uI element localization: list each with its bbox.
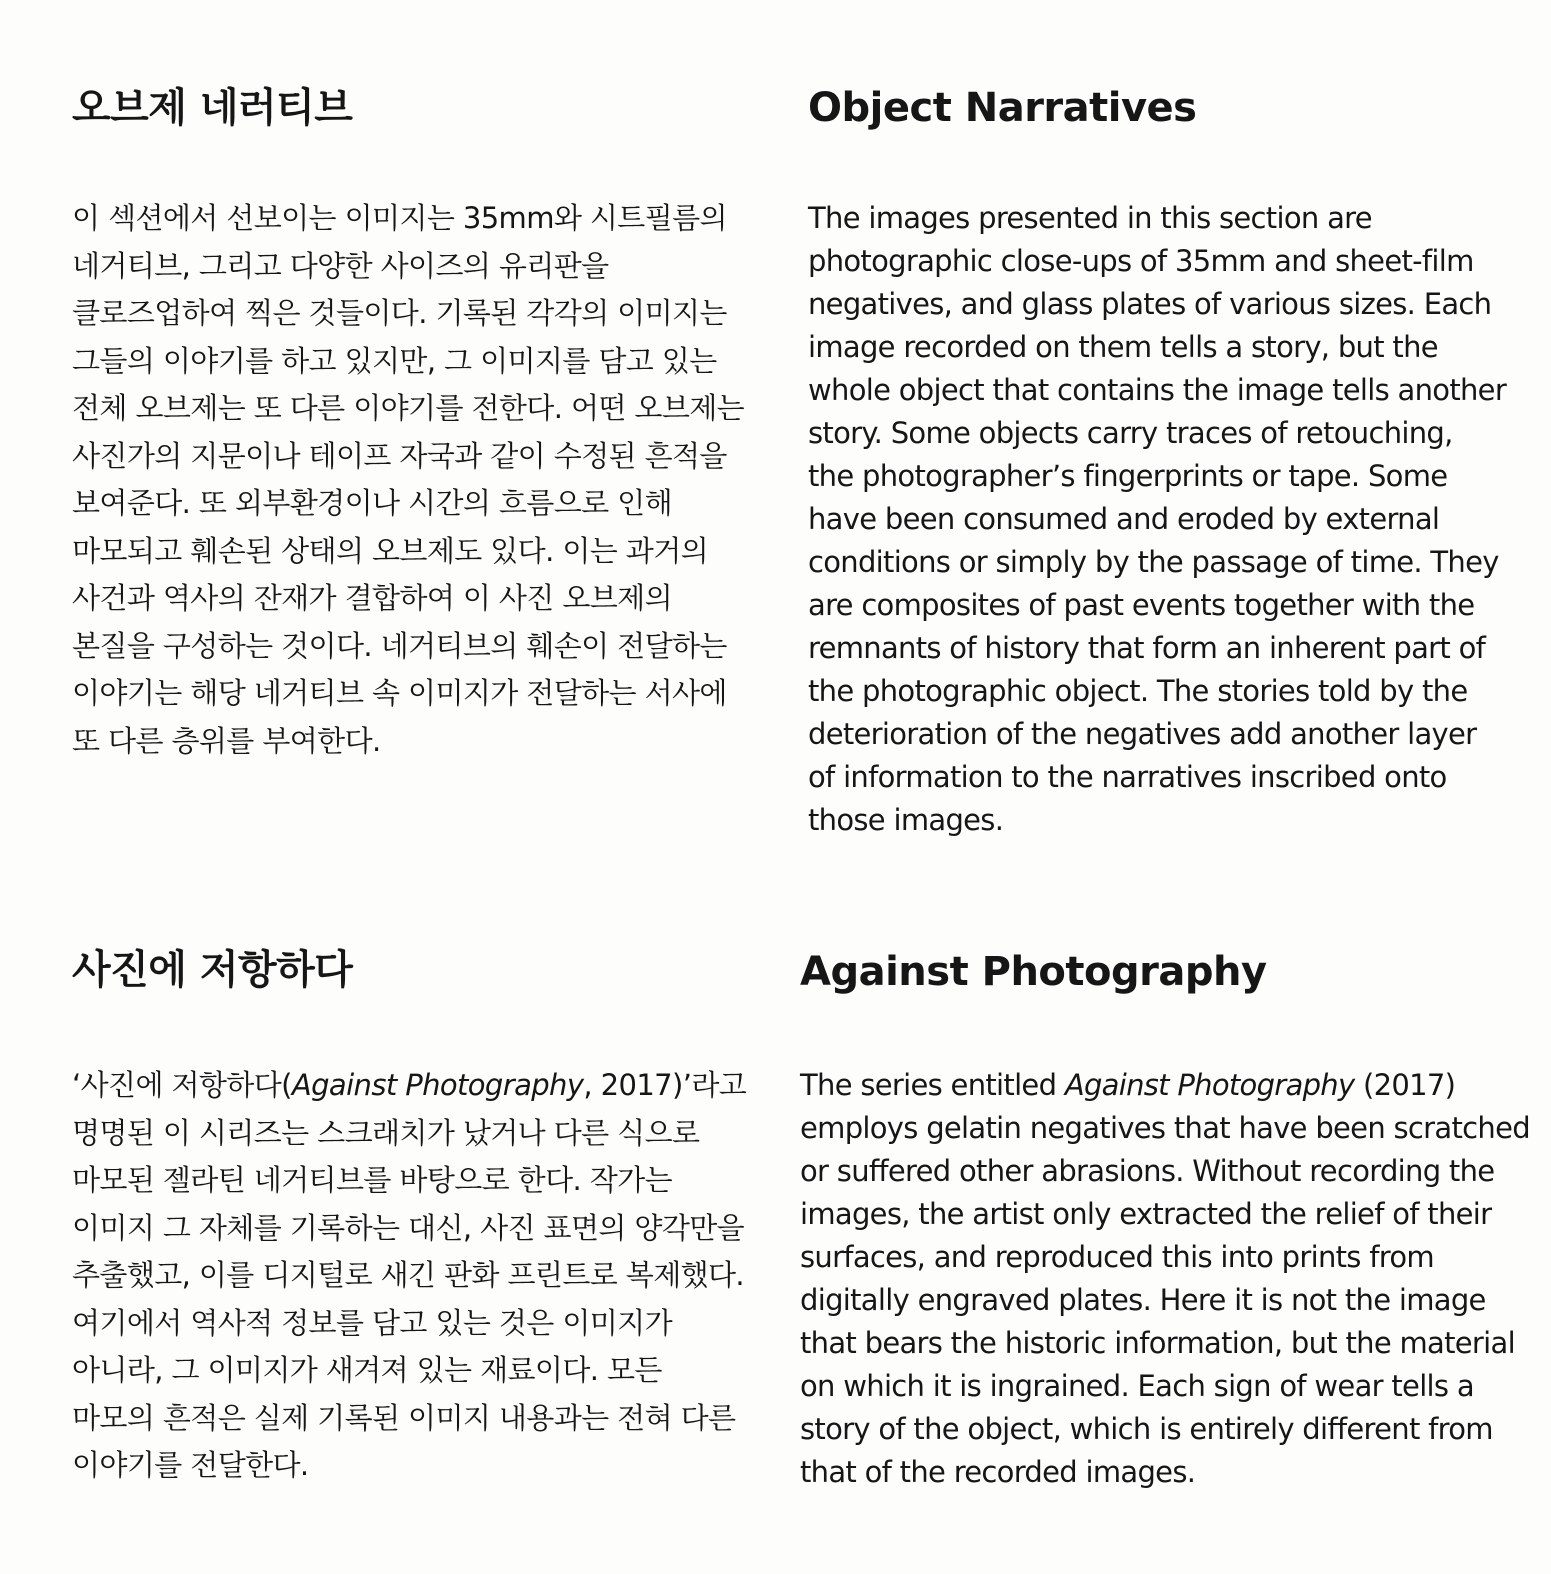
text-line: 이야기는 해당 네거티브 속 이미지가 전달하는 서사에 bbox=[72, 676, 727, 710]
section-title: Against Photography bbox=[800, 949, 1267, 995]
text-line: 명명된 이 시리즈는 스크래치가 났거나 다른 식으로 bbox=[72, 1115, 700, 1150]
text-line: 마모되고 훼손된 상태의 오브제도 있다. 이는 과거의 bbox=[72, 533, 709, 568]
section-against-photography-ko bbox=[72, 946, 746, 1490]
text-line: 사건과 역사의 잔재가 결합하여 이 사진 오브제의 bbox=[72, 581, 672, 615]
text-line: 이야기를 전달한다. bbox=[72, 1448, 309, 1482]
text-line: surfaces, and reproduced this into prints from bbox=[800, 1240, 1434, 1274]
text-line: remnants of history that form an inherent part of bbox=[808, 631, 1486, 665]
text-line: employs gelatin negatives that have been scratched bbox=[800, 1111, 1530, 1145]
text-line: negatives, and glass plates of various sizes. Each bbox=[808, 287, 1492, 321]
text-line: that of the recorded images. bbox=[800, 1455, 1196, 1489]
text-line: that bears the historic information, but the material bbox=[800, 1326, 1515, 1360]
text-line: 본질을 구성하는 것이다. 네거티브의 훼손이 전달하는 bbox=[72, 628, 727, 663]
text-line: 이미지 그 자체를 기록하는 대신, 사진 표면의 양각만을 bbox=[72, 1210, 745, 1245]
text-line: 추출했고, 이를 디지털로 새긴 판화 프린트로 복제했다. bbox=[72, 1258, 745, 1292]
text-segment: The series entitled bbox=[800, 1068, 1065, 1102]
section-title: 사진에 저항하다 bbox=[72, 947, 353, 993]
text-line: 여기에서 역사적 정보를 담고 있는 것은 이미지가 bbox=[72, 1305, 672, 1340]
text-line: are composites of past events together with the bbox=[808, 588, 1475, 622]
text-line: 마모된 젤라틴 네거티브를 바탕으로 한다. 작가는 bbox=[72, 1163, 672, 1197]
text-line: The images presented in this section are bbox=[808, 201, 1372, 235]
italic-work-title: Against Photography bbox=[291, 1068, 584, 1102]
text-line: 보여준다. 또 외부환경이나 시간의 흐름으로 인해 bbox=[72, 486, 672, 520]
section-body bbox=[72, 195, 744, 765]
text-line: of information to the narratives inscribed onto bbox=[808, 760, 1447, 794]
italic-work-title: Against Photography bbox=[1064, 1068, 1355, 1102]
section-body bbox=[808, 197, 1506, 842]
text-segment: (2017) bbox=[1354, 1068, 1456, 1102]
text-line-first bbox=[72, 1062, 746, 1110]
text-line: photographic close-ups of 35mm and sheet-film bbox=[808, 244, 1474, 278]
text-line: on which it is ingrained. Each sign of wear tells a bbox=[800, 1369, 1474, 1403]
text-line: have been consumed and eroded by external bbox=[808, 502, 1440, 536]
text-line: story of the object, which is entirely different from bbox=[800, 1412, 1493, 1446]
text-line: those images. bbox=[808, 803, 1004, 837]
text-line: 이 섹션에서 선보이는 이미지는 35mm와 시트필름의 bbox=[72, 201, 727, 235]
text-line: 클로즈업하여 찍은 것들이다. 기록된 각각의 이미지는 bbox=[72, 296, 727, 330]
text-line: 마모의 흔적은 실제 기록된 이미지 내용과는 전혀 다른 bbox=[72, 1400, 736, 1435]
section-title: Object Narratives bbox=[808, 85, 1197, 131]
text-segment: , 2017)’라고 bbox=[583, 1068, 747, 1102]
text-segment: ‘사진에 저항하다( bbox=[72, 1068, 292, 1102]
text-line: 사진가의 지문이나 테이프 자국과 같이 수정된 흔적을 bbox=[72, 438, 727, 473]
text-line: story. Some objects carry traces of retouching, bbox=[808, 416, 1453, 450]
text-line: 네거티브, 그리고 다양한 사이즈의 유리판을 bbox=[72, 248, 609, 283]
section-object-narratives-en bbox=[808, 84, 1506, 842]
text-line: conditions or simply by the passage of time. They bbox=[808, 545, 1499, 579]
text-line: digitally engraved plates. Here it is not the image bbox=[800, 1283, 1486, 1317]
text-line: 그들의 이야기를 하고 있지만, 그 이미지를 담고 있는 bbox=[72, 343, 717, 378]
section-against-photography-en bbox=[800, 948, 1530, 1494]
text-line: deterioration of the negatives add another layer bbox=[808, 717, 1477, 751]
text-line: the photographer’s fingerprints or tape. Some bbox=[808, 459, 1448, 493]
section-body bbox=[72, 1062, 746, 1490]
text-line: or suffered other abrasions. Without recording the bbox=[800, 1154, 1495, 1188]
text-line: image recorded on them tells a story, but the bbox=[808, 330, 1438, 364]
text-line: whole object that contains the image tells another bbox=[808, 373, 1507, 407]
section-body bbox=[800, 1064, 1530, 1494]
text-line: 전체 오브제는 또 다른 이야기를 전한다. 어떤 오브제는 bbox=[72, 391, 745, 425]
text-line: 아니라, 그 이미지가 새겨져 있는 재료이다. 모든 bbox=[72, 1353, 662, 1387]
text-line: images, the artist only extracted the relief of their bbox=[800, 1197, 1492, 1231]
text-line: the photographic object. The stories told by the bbox=[808, 674, 1468, 708]
section-title: 오브제 네러티브 bbox=[72, 85, 353, 131]
section-object-narratives-ko bbox=[72, 84, 744, 765]
text-line: 또 다른 층위를 부여한다. bbox=[72, 723, 381, 758]
text-line-first bbox=[800, 1064, 1530, 1107]
